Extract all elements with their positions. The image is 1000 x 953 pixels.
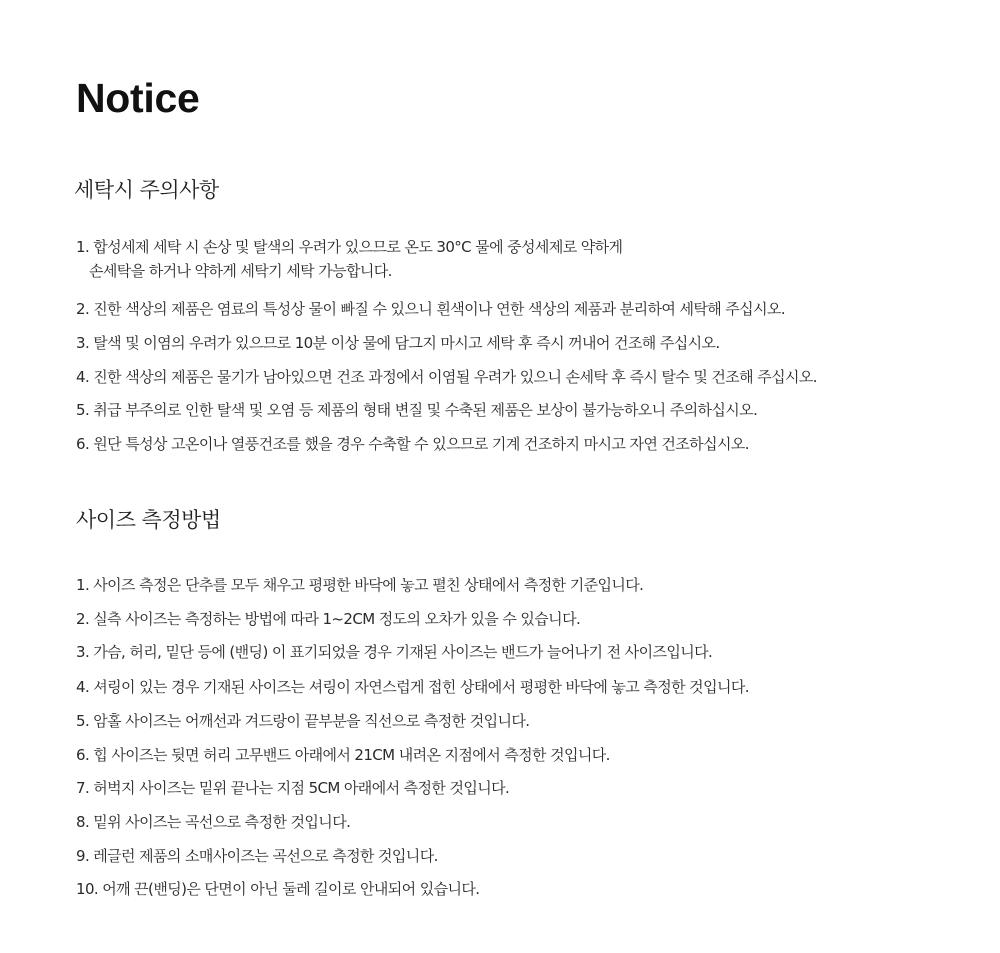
sizing-item-9: 9. 레글런 제품의 소매사이즈는 곡선으로 측정한 것입니다. xyxy=(76,847,438,865)
washing-item-5: 5. 취급 부주의로 인한 탈색 및 오염 등 제품의 형태 변질 및 수축된 제품은 보상이 불가능하오니 주의하십시오. xyxy=(76,401,758,419)
sizing-section-title: 사이즈 측정방법 xyxy=(76,508,221,532)
washing-item-1-line1: 1. 합성세제 세탁 시 손상 및 탈색의 우려가 있으므로 온도 30°C 물에 중성세제로 약하게 xyxy=(76,238,623,256)
page-title: Notice xyxy=(76,75,200,121)
sizing-item-3: 3. 가슴, 허리, 밑단 등에 (밴딩) 이 표기되었을 경우 기재된 사이즈는 밴드가 늘어나기 전 사이즈입니다. xyxy=(76,643,713,661)
sizing-item-10: 10. 어깨 끈(밴딩)은 단면이 아닌 둘레 길이로 안내되어 있습니다. xyxy=(76,880,480,898)
washing-item-3: 3. 탈색 및 이염의 우려가 있으므로 10분 이상 물에 담그지 마시고 세탁 후 즉시 꺼내어 건조해 주십시오. xyxy=(76,334,720,352)
sizing-item-4: 4. 셔링이 있는 경우 기재된 사이즈는 셔링이 자연스럽게 접힌 상태에서 평평한 바닥에 놓고 측정한 것입니다. xyxy=(76,678,749,696)
washing-item-1-line2: 손세탁을 하거나 약하게 세탁기 세탁 가능합니다. xyxy=(89,262,392,280)
sizing-item-6: 6. 힙 사이즈는 뒷면 허리 고무밴드 아래에서 21CM 내려온 지점에서 측정한 것입니다. xyxy=(76,746,610,764)
sizing-item-7: 7. 허벅지 사이즈는 밑위 끝나는 지점 5CM 아래에서 측정한 것입니다. xyxy=(76,779,510,797)
sizing-item-1: 1. 사이즈 측정은 단추를 모두 채우고 평평한 바닥에 놓고 펼친 상태에서 측정한 기준입니다. xyxy=(76,576,644,594)
sizing-item-2: 2. 실측 사이즈는 측정하는 방법에 따라 1~2CM 정도의 오차가 있을 수 있습니다. xyxy=(76,610,581,628)
washing-section-title: 세탁시 주의사항 xyxy=(74,178,219,202)
sizing-item-5: 5. 암홀 사이즈는 어깨선과 겨드랑이 끝부분을 직선으로 측정한 것입니다. xyxy=(76,712,530,730)
washing-item-1 xyxy=(76,235,622,283)
washing-item-2: 2. 진한 색상의 제품은 염료의 특성상 물이 빠질 수 있으니 흰색이나 연한 색상의 제품과 분리하여 세탁해 주십시오. xyxy=(76,300,786,318)
sizing-item-8: 8. 밑위 사이즈는 곡선으로 측정한 것입니다. xyxy=(76,813,351,831)
washing-item-4: 4. 진한 색상의 제품은 물기가 남아있으면 건조 과정에서 이염될 우려가 있으니 손세탁 후 즉시 탈수 및 건조해 주십시오. xyxy=(76,368,817,386)
washing-item-6: 6. 원단 특성상 고온이나 열풍건조를 했을 경우 수축할 수 있으므로 기계 건조하지 마시고 자연 건조하십시오. xyxy=(76,435,749,453)
